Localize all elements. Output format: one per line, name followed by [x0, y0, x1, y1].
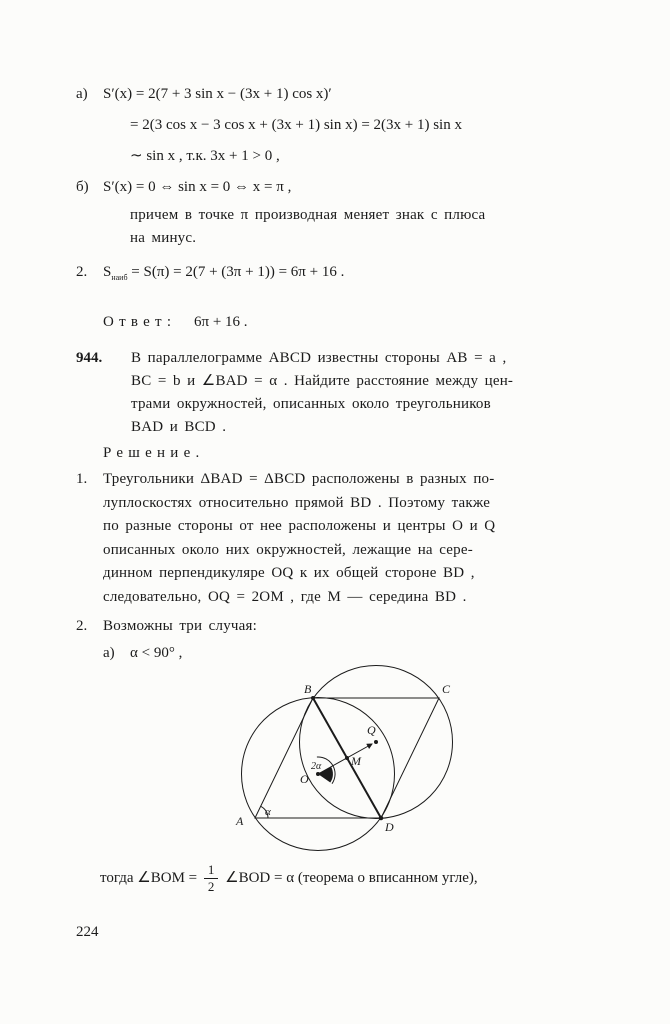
problem-text	[131, 347, 513, 439]
answer-value: 6π + 16 .	[194, 314, 248, 330]
math-line-a2	[76, 113, 604, 137]
point-m	[345, 756, 349, 760]
fraction-numerator: 1	[204, 863, 219, 879]
solution-line: описанных около них окружностей, лежащие на сере-	[103, 541, 473, 558]
s-subscript: наиб	[111, 273, 128, 282]
smax-row	[76, 260, 604, 290]
geometry-figure	[221, 664, 481, 854]
solution-line: следовательно, OQ = 2OM , где M — середина BD .	[103, 588, 467, 605]
solution-line: луплоскостях относительно прямой BD . Поэтому также	[103, 494, 491, 511]
page-number: 224	[76, 924, 99, 940]
step-1-text	[103, 468, 495, 609]
formula: = 2(3 cos x − 3 cos x + (3x + 1) sin x) = 2(3x + 1) sin x	[130, 117, 462, 133]
case-a-row	[76, 645, 604, 662]
item-label-b: б)	[76, 179, 89, 195]
vertex-label-b: B	[304, 681, 312, 696]
solution-line: Треугольники ΔBAD = ΔBCD расположены в разных по-	[103, 471, 495, 487]
item-label-a: а)	[76, 86, 88, 102]
formula	[103, 260, 344, 290]
step-number: 2.	[76, 618, 88, 634]
conclusion-suffix: ∠BOD = α (теорема о вписанном угле),	[221, 869, 478, 886]
note-line: на минус.	[130, 230, 197, 246]
solution-line: по разные стороны от нее расположены и центры O и Q	[103, 518, 496, 534]
s-symbol: S	[103, 264, 112, 280]
answer-label: Ответ:	[103, 314, 177, 330]
formula: S′(x) = 2(7 + 3 sin x − (3x + 1) cos x)′	[103, 86, 332, 102]
solution-heading-text: Решение.	[103, 445, 205, 461]
fraction-denominator: 2	[207, 878, 215, 894]
step-2-row	[76, 615, 604, 639]
step-2-text: Возможны три случая:	[103, 618, 257, 634]
formula-rest: = S(π) = 2(7 + (3π + 1)) = 6π + 16 .	[127, 264, 345, 280]
angle-label-a: α	[265, 805, 271, 818]
vertex-label-c: C	[442, 681, 451, 696]
conclusion-row	[76, 863, 604, 894]
answer-row	[76, 314, 604, 331]
point-d	[379, 815, 384, 820]
note-block	[76, 204, 604, 250]
math-line-a1	[76, 82, 604, 106]
step-1-row	[76, 468, 604, 609]
solution-heading	[76, 445, 604, 462]
case-text: α < 90° ,	[130, 644, 183, 661]
math-line-a3	[76, 144, 604, 168]
point-q	[374, 740, 378, 744]
formula: ∼ sin x , т.к. 3x + 1 > 0 ,	[130, 148, 280, 164]
vertex-label-d: D	[385, 819, 394, 834]
midpoint-label-m: M	[351, 753, 361, 768]
math-line-b1	[76, 175, 604, 199]
point-o	[316, 772, 320, 776]
angle-label-2a: 2α	[311, 760, 322, 772]
center-label-q: Q	[367, 722, 376, 737]
conclusion-prefix: тогда ∠BOM =	[100, 869, 201, 886]
problem-line: BAD и BCD .	[131, 419, 227, 435]
list-number: 2.	[76, 264, 88, 280]
problem-line: трами окружностей, описанных около треугольников	[131, 396, 491, 412]
problem-number: 944.	[76, 350, 103, 366]
step-number: 1.	[76, 471, 88, 487]
vertex-label-a: A	[236, 813, 244, 828]
figure-container	[221, 664, 481, 859]
problem-line: В параллелограмме ABCD известны стороны AB = a ,	[131, 350, 507, 366]
problem-line: BC = b и ∠BAD = α . Найдите расстояние между цен-	[131, 373, 514, 389]
case-label: а)	[103, 644, 115, 661]
solution-line: динном перпендикуляре OQ к их общей стороне BD ,	[103, 565, 475, 581]
problem-row	[76, 347, 604, 439]
center-label-o: O	[300, 771, 309, 786]
fraction-one-half	[204, 863, 219, 893]
point-b	[311, 696, 315, 700]
note-line: причем в точке π производная меняет знак с плюса	[130, 207, 486, 223]
formula: S′(x) = 0 ⇔ sin x = 0 ⇔ x = π ,	[103, 179, 292, 195]
